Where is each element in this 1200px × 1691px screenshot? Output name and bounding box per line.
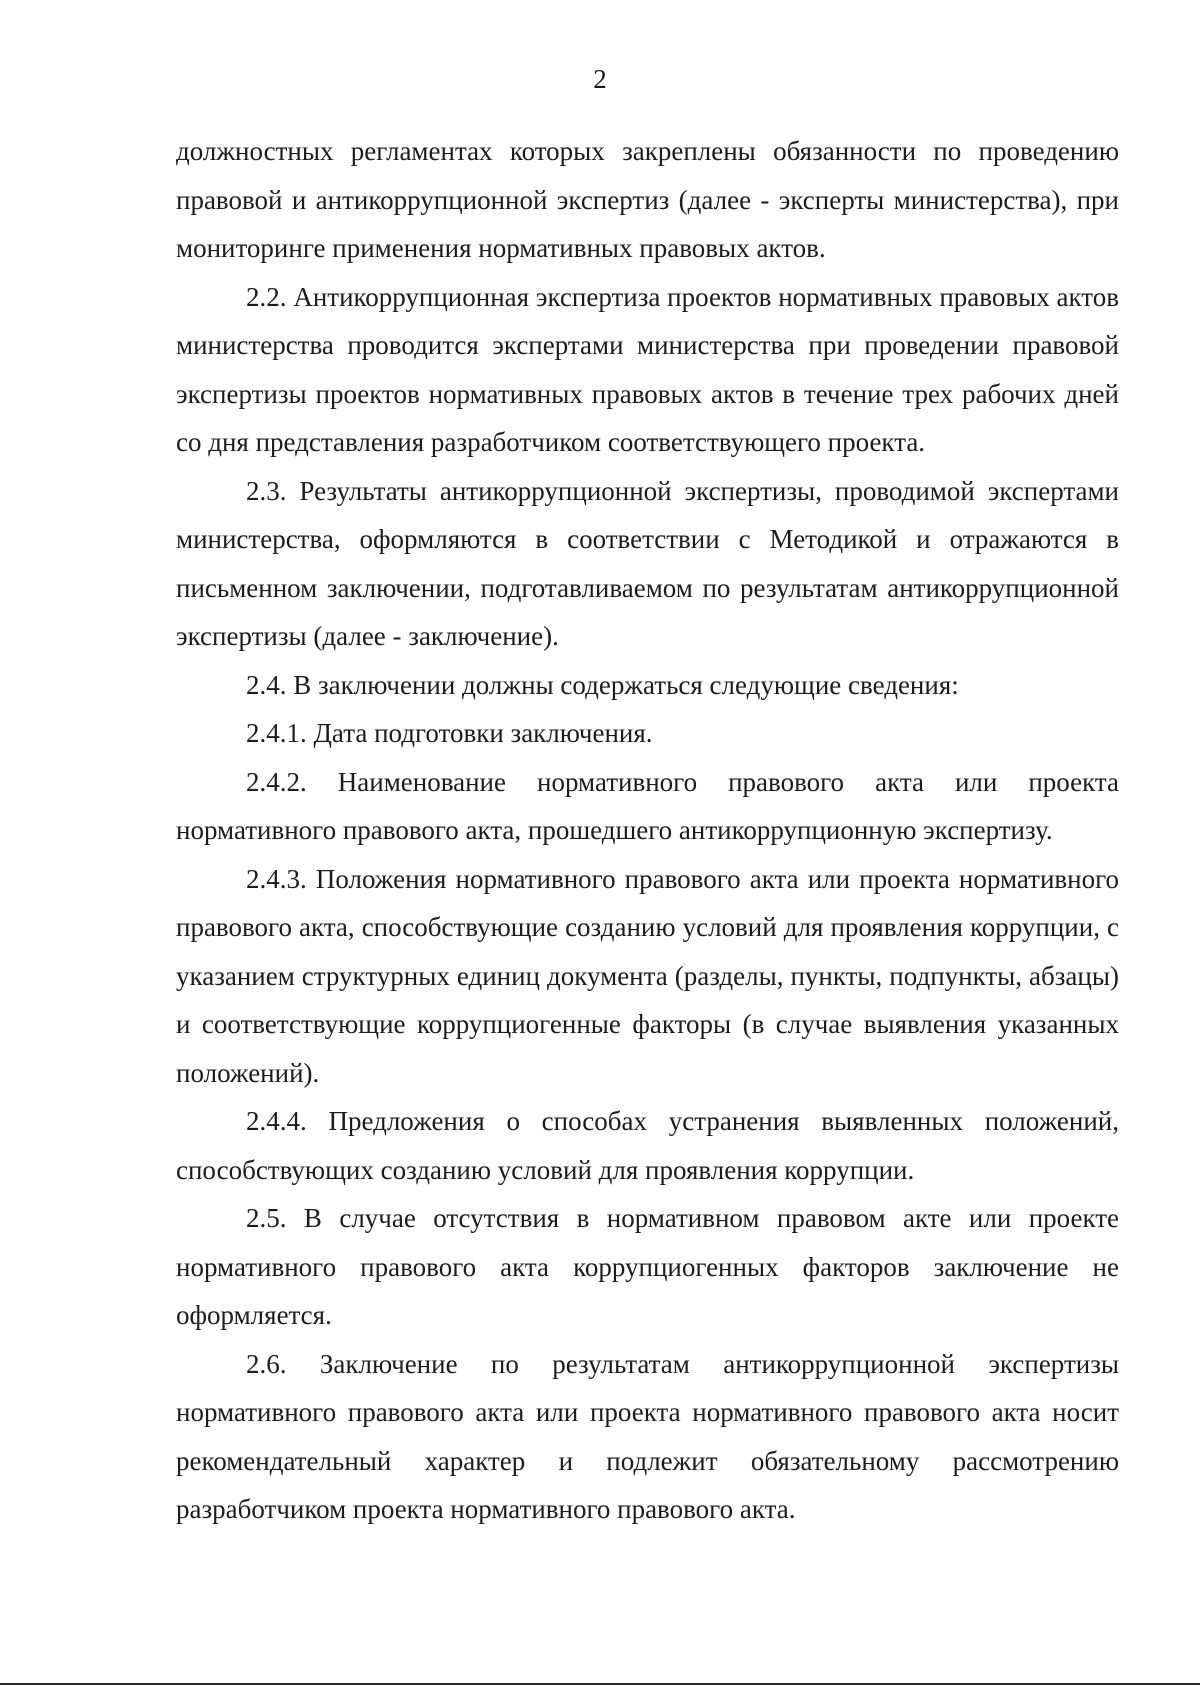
paragraph-2-4: 2.4. В заключении должны содержаться следующие сведения:: [246, 669, 959, 700]
paragraph-2-4-1: 2.4.1. Дата подготовки заключения.: [246, 718, 653, 748]
paragraph-2-4-4: 2.4.4. Предложения о способах устранения выявленных положений, способствующих созданию условий для проявления коррупции.: [176, 1106, 1119, 1185]
document-body: [176, 127, 1119, 1534]
paragraph-continuation: должностных регламентах которых закреплены обязанности по проведению правовой и антикоррупционной экспертиз (далее - эксперты министерства), при мониторинге применения нормативных правовых актов.: [176, 136, 1119, 263]
paragraph-2-5: 2.5. В случае отсутствия в нормативном правовом акте или проекте нормативного правового акта коррупциогенных факторов заключение не оформляется.: [176, 1203, 1119, 1330]
paragraph-2-2: 2.2. Антикоррупционная экспертиза проектов нормативных правовых актов министерства проводится экспертами министерства при проведении правовой экспертизы проектов нормативных правовых актов в течение трех рабочих дней со дня представления разработчиком соответствующего проекта.: [176, 281, 1119, 457]
paragraph-2-6: 2.6. Заключение по результатам антикоррупционной экспертизы нормативного правового акта или проекта нормативного правового акта носит рекомендательный характер и подлежит обязательному рассмотрению разработчиком проекта нормативного правового акта.: [176, 1348, 1119, 1524]
page-bottom-rule: [0, 1683, 1200, 1685]
paragraph-2-3: 2.3. Результаты антикоррупционной экспертизы, проводимой экспертами министерства, оформляются в соответствии с Методикой и отражаются в письменном заключении, подготавливаемом по результатам антикоррупционной экспертизы (далее - заключение).: [176, 475, 1119, 651]
paragraph-2-4-2: 2.4.2. Наименование нормативного правового акта или проекта нормативного правового акта, прошедшего антикоррупционную экспертизу.: [176, 766, 1119, 845]
paragraph-2-4-3: 2.4.3. Положения нормативного правового акта или проекта нормативного правового акта, способствующие созданию условий для проявления коррупции, с указанием структурных единиц документа (разделы, пункты, подпункты, абзацы) и соответствующие коррупциогенные факторы (в случае выявления указанных положений).: [176, 863, 1119, 1088]
page-number: 2: [593, 64, 607, 94]
